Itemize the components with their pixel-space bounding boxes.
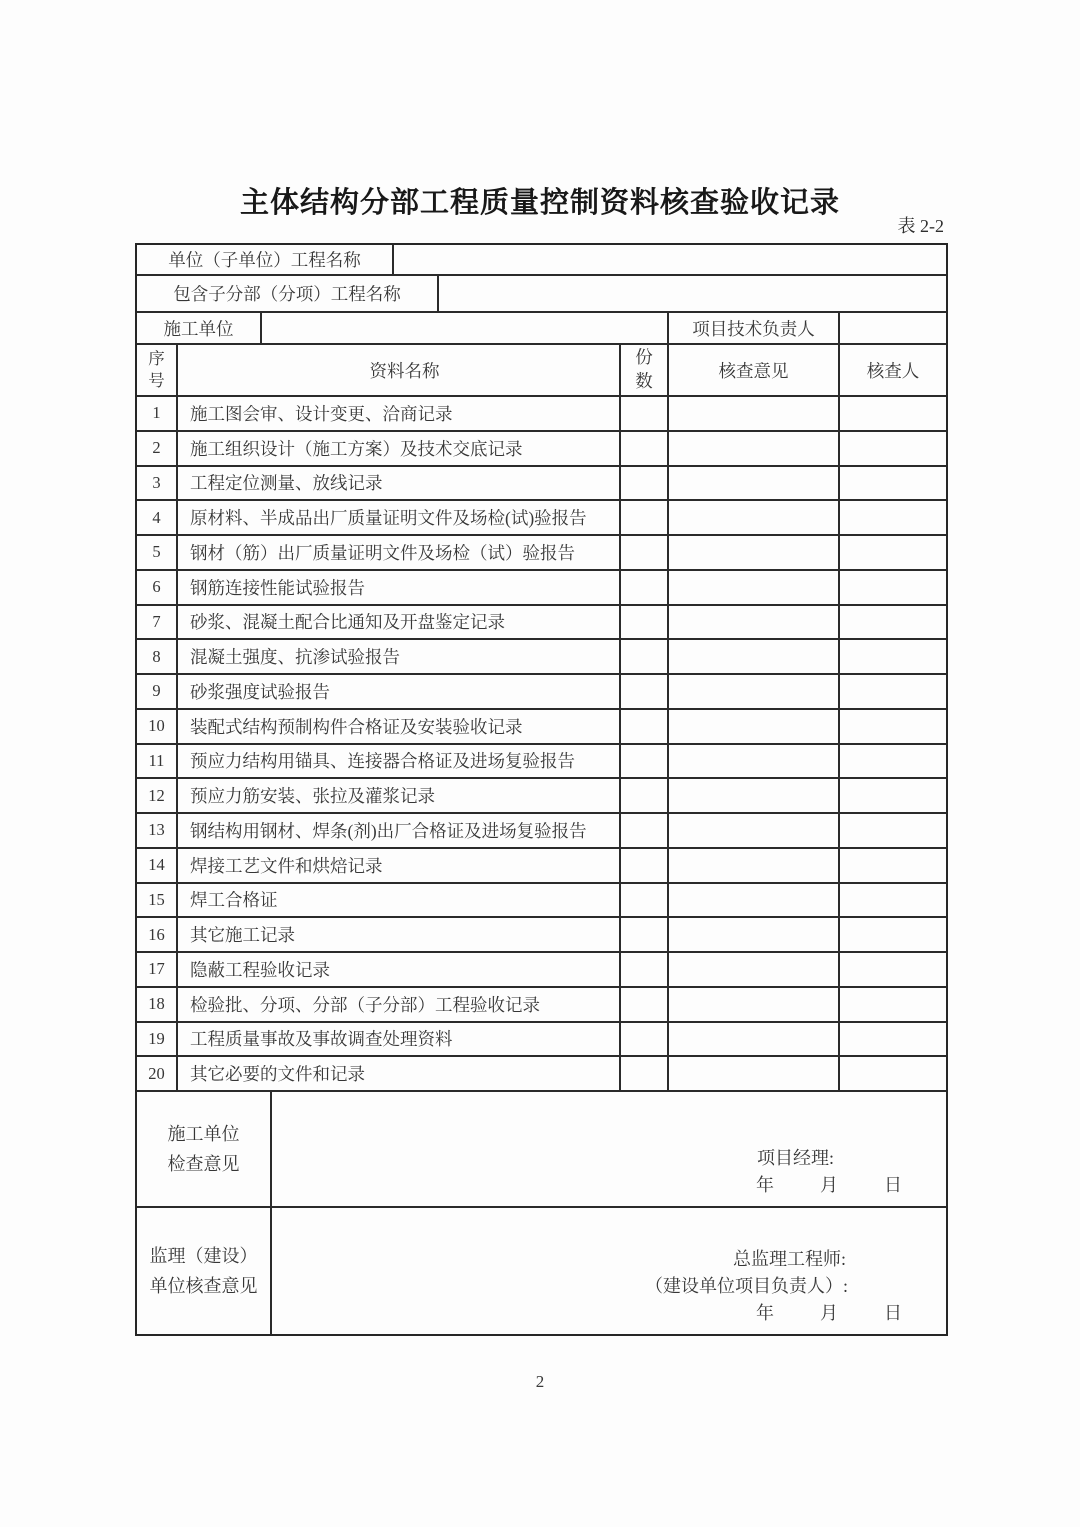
row-checker-field[interactable] [840, 745, 946, 778]
row-count-field[interactable] [621, 536, 669, 569]
row-number: 7 [137, 606, 178, 639]
row-count-field[interactable] [621, 988, 669, 1021]
row-count-field[interactable] [621, 918, 669, 951]
row-doc-name: 砂浆、混凝土配合比通知及开盘鉴定记录 [178, 606, 621, 639]
row-number: 14 [137, 849, 178, 882]
row-checker-field[interactable] [840, 397, 946, 430]
supervisor-check-section [137, 1208, 946, 1334]
sub-project-name-label: 包含子分部（分项）工程名称 [137, 276, 439, 311]
builder-label: 施工单位 [137, 313, 262, 343]
table-row [137, 1057, 946, 1092]
row-number: 8 [137, 640, 178, 673]
year-label: 年 [756, 1303, 774, 1323]
table-row [137, 675, 946, 710]
row-number: 6 [137, 571, 178, 604]
row-doc-name: 工程定位测量、放线记录 [178, 467, 621, 500]
row-opinion-field[interactable] [669, 397, 840, 430]
checklist-rows [137, 397, 946, 1092]
unit-project-name-label: 单位（子单位）工程名称 [137, 245, 394, 274]
header-no: 序号 [137, 345, 178, 395]
row-checker-field[interactable] [840, 1023, 946, 1056]
builder-check-date-line [756, 1172, 946, 1199]
row-doc-name: 其它必要的文件和记录 [178, 1057, 621, 1090]
row-opinion-field[interactable] [669, 467, 840, 500]
row-doc-name: 砂浆强度试验报告 [178, 675, 621, 708]
day-label: 日 [884, 1175, 902, 1195]
row-count-field[interactable] [621, 849, 669, 882]
header-opinion: 核查意见 [669, 345, 840, 395]
row-checker-field[interactable] [840, 710, 946, 743]
supervisor-check-label-line1: 监理（建设） [149, 1246, 258, 1266]
row-opinion-field[interactable] [669, 1057, 840, 1090]
row-number: 4 [137, 501, 178, 534]
row-doc-name: 钢材（筋）出厂质量证明文件及场检（试）验报告 [178, 536, 621, 569]
row-doc-name: 钢结构用钢材、焊条(剂)出厂合格证及进场复验报告 [178, 814, 621, 847]
row-count-field[interactable] [621, 501, 669, 534]
supervisor-check-label [137, 1208, 272, 1334]
table-row [137, 571, 946, 606]
table-row [137, 849, 946, 884]
checklist-header-row [137, 345, 946, 397]
row-count-field[interactable] [621, 884, 669, 917]
row-count-field[interactable] [621, 745, 669, 778]
row-opinion-field[interactable] [669, 432, 840, 465]
table-row [137, 640, 946, 675]
row-doc-name: 检验批、分项、分部（子分部）工程验收记录 [178, 988, 621, 1021]
table-row [137, 814, 946, 849]
row-checker-field[interactable] [840, 467, 946, 500]
row-doc-name: 施工图会审、设计变更、洽商记录 [178, 397, 621, 430]
page-number: 2 [535, 1372, 545, 1391]
row-checker-field[interactable] [840, 571, 946, 604]
row-opinion-field[interactable] [669, 918, 840, 951]
row-doc-name: 其它施工记录 [178, 918, 621, 951]
row-doc-name: 原材料、半成品出厂质量证明文件及场检(试)验报告 [178, 501, 621, 534]
table-row [137, 884, 946, 919]
row-opinion-field[interactable] [669, 710, 840, 743]
row-count-field[interactable] [621, 1023, 669, 1056]
supervisor-check-field[interactable] [272, 1208, 946, 1334]
row-checker-field[interactable] [840, 988, 946, 1021]
row-opinion-field[interactable] [669, 884, 840, 917]
row-opinion-field[interactable] [669, 745, 840, 778]
builder-check-field[interactable] [272, 1092, 946, 1206]
row-checker-field[interactable] [840, 849, 946, 882]
row-count-field[interactable] [621, 397, 669, 430]
row-checker-field[interactable] [840, 779, 946, 812]
row-opinion-field[interactable] [669, 501, 840, 534]
row-count-field[interactable] [621, 814, 669, 847]
row-doc-name: 施工组织设计（施工方案）及技术交底记录 [178, 432, 621, 465]
row-number: 2 [137, 432, 178, 465]
page-title: 主体结构分部工程质量控制资料核查验收记录 [239, 187, 840, 219]
row-checker-field[interactable] [840, 675, 946, 708]
sub-project-name-field[interactable] [439, 276, 946, 311]
chief-supervisor-signature-label: 总监理工程师: [732, 1249, 846, 1269]
row-doc-name: 预应力结构用锚具、连接器合格证及进场复验报告 [178, 745, 621, 778]
builder-check-label-line2: 检查意见 [167, 1154, 240, 1174]
row-opinion-field[interactable] [669, 675, 840, 708]
row-count-field[interactable] [621, 675, 669, 708]
row-number: 18 [137, 988, 178, 1021]
table-row [137, 432, 946, 467]
row-number: 15 [137, 884, 178, 917]
row-checker-field[interactable] [840, 918, 946, 951]
row-checker-field[interactable] [840, 606, 946, 639]
row-count-field[interactable] [621, 953, 669, 986]
row-number: 11 [137, 745, 178, 778]
builder-check-label [137, 1092, 272, 1206]
row-doc-name: 钢筋连接性能试验报告 [178, 571, 621, 604]
table-row [137, 779, 946, 814]
builder-row [137, 313, 946, 345]
day-label: 日 [884, 1303, 902, 1323]
tech-lead-label: 项目技术负责人 [669, 313, 840, 343]
year-label: 年 [756, 1175, 774, 1195]
row-opinion-field[interactable] [669, 571, 840, 604]
header-checker: 核查人 [866, 360, 920, 381]
row-doc-name: 焊接工艺文件和烘焙记录 [178, 849, 621, 882]
tech-lead-field[interactable] [840, 313, 946, 343]
row-opinion-field[interactable] [669, 814, 840, 847]
row-count-field[interactable] [621, 640, 669, 673]
unit-project-name-field[interactable] [394, 245, 946, 274]
row-opinion-field[interactable] [669, 536, 840, 569]
row-opinion-field[interactable] [669, 849, 840, 882]
table-row [137, 745, 946, 780]
table-row [137, 397, 946, 432]
month-label: 月 [820, 1175, 838, 1195]
header-doc-name: 资料名称 [178, 345, 621, 395]
unit-project-name-row [137, 245, 946, 276]
row-opinion-field[interactable] [669, 988, 840, 1021]
row-number: 17 [137, 953, 178, 986]
header-count: 份数 [621, 345, 669, 395]
row-number: 9 [137, 675, 178, 708]
row-opinion-field[interactable] [669, 640, 840, 673]
supervisor-check-label-line2: 单位核查意见 [149, 1276, 258, 1296]
table-row [137, 606, 946, 641]
table-row [137, 467, 946, 502]
row-checker-field[interactable] [840, 432, 946, 465]
builder-check-label-line1: 施工单位 [167, 1124, 240, 1144]
table-number-label: 表 2-2 [897, 216, 944, 236]
owner-representative-signature-label: （建设单位项目负责人）: [645, 1276, 848, 1296]
project-manager-signature-label: 项目经理: [756, 1148, 834, 1168]
row-count-field[interactable] [621, 606, 669, 639]
row-number: 16 [137, 918, 178, 951]
row-opinion-field[interactable] [669, 1023, 840, 1056]
row-opinion-field[interactable] [669, 953, 840, 986]
builder-check-section [137, 1092, 946, 1208]
row-checker-field[interactable] [840, 953, 946, 986]
supervisor-check-date-line [756, 1300, 946, 1327]
table-row [137, 536, 946, 571]
row-opinion-field[interactable] [669, 779, 840, 812]
row-number: 3 [137, 467, 178, 500]
table-row [137, 918, 946, 953]
table-row [137, 953, 946, 988]
row-number: 10 [137, 710, 178, 743]
row-count-field[interactable] [621, 432, 669, 465]
row-checker-field[interactable] [840, 814, 946, 847]
table-row [137, 710, 946, 745]
row-count-field[interactable] [621, 571, 669, 604]
form-table [135, 243, 948, 1336]
row-number: 20 [137, 1057, 178, 1090]
row-number: 19 [137, 1023, 178, 1056]
row-doc-name: 隐蔽工程验收记录 [178, 953, 621, 986]
row-count-field[interactable] [621, 710, 669, 743]
row-checker-field[interactable] [840, 1057, 946, 1090]
row-checker-field[interactable] [840, 536, 946, 569]
row-checker-field[interactable] [840, 640, 946, 673]
sub-project-name-row [137, 276, 946, 313]
row-count-field[interactable] [621, 1057, 669, 1090]
table-row [137, 501, 946, 536]
row-doc-name: 焊工合格证 [178, 884, 621, 917]
row-doc-name: 装配式结构预制构件合格证及安装验收记录 [178, 710, 621, 743]
row-checker-field[interactable] [840, 884, 946, 917]
row-doc-name: 预应力筋安装、张拉及灌浆记录 [178, 779, 621, 812]
table-row [137, 1023, 946, 1058]
row-number: 5 [137, 536, 178, 569]
builder-field[interactable] [262, 313, 669, 343]
row-doc-name: 工程质量事故及事故调查处理资料 [178, 1023, 621, 1056]
row-checker-field[interactable] [840, 501, 946, 534]
row-number: 13 [137, 814, 178, 847]
row-count-field[interactable] [621, 779, 669, 812]
table-row [137, 988, 946, 1023]
row-opinion-field[interactable] [669, 606, 840, 639]
month-label: 月 [820, 1303, 838, 1323]
row-doc-name: 混凝土强度、抗渗试验报告 [178, 640, 621, 673]
row-count-field[interactable] [621, 467, 669, 500]
row-number: 1 [137, 397, 178, 430]
row-number: 12 [137, 779, 178, 812]
